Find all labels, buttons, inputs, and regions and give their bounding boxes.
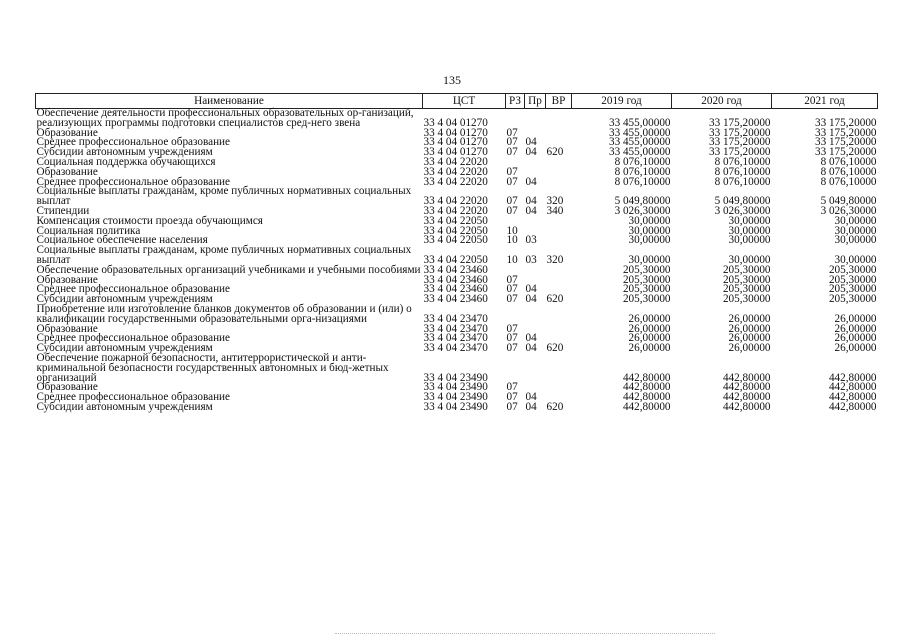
cell-2020: 8 076,10000 [714,165,771,178]
cell-2021: 33 175,20000 [814,116,877,129]
cell-2019: 8 076,10000 [614,175,671,188]
cell-name: Социальная политика [36,224,141,237]
cell-pr [525,266,546,276]
cell-rz: 07 [506,381,518,394]
cell-rz: 07 [506,195,518,208]
cell-cst: 33 4 04 01270 [423,146,488,159]
cell-cst: 33 4 04 23460 [423,293,488,306]
cell-name: Социальные выплаты гражданам, кроме публичных нормативных социальных выплат [36,185,412,208]
cell-name: Образование [36,165,98,178]
cell-2021: 5 049,80000 [820,195,877,208]
cell-2021: 442,80000 [828,391,877,404]
cell-name: Образование [36,322,98,335]
cell-2019: 442,80000 [622,391,671,404]
cell-2021: 30,00000 [834,253,877,266]
cell-rz: 07 [506,400,518,413]
cell-2019: 33 455,00000 [608,146,671,159]
cell-2021: 442,80000 [828,381,877,394]
cell-name: Обеспечение образовательных организаций учебниками и учебными пособиями [36,263,421,276]
cell-2019: 205,30000 [622,293,671,306]
table-row [36,305,878,325]
cell-2020: 30,00000 [728,224,771,237]
cell-2020: 30,00000 [728,234,771,247]
cell-2021: 205,30000 [828,263,877,276]
cell-vr [546,266,572,276]
cell-2021: 205,30000 [828,293,877,306]
cell-rz: 07 [506,126,518,139]
cell-name: Субсидии автономным учреждениям [36,146,213,159]
cell-cst: 33 4 04 01270 [423,136,488,149]
cell-pr [525,354,546,383]
cell-cst: 33 4 04 22050 [423,253,488,266]
cell-2021: 30,00000 [834,234,877,247]
cell-2021: 26,00000 [834,322,877,335]
cell-pr [525,158,546,168]
cell-name: Социальная поддержка обучающихся [36,155,216,168]
cell-2021: 33 175,20000 [814,126,877,139]
cell-name: Субсидии автономным учреждениям [36,342,213,355]
cell-rz: 10 [506,253,518,266]
cell-2020: 26,00000 [728,332,771,345]
header-pr: Пр [525,94,546,109]
cell-2020: 205,30000 [722,273,771,286]
cell-name: Образование [36,126,98,139]
cell-pr: 04 [525,400,537,413]
cell-2020: 26,00000 [728,342,771,355]
cell-vr [546,178,572,188]
cell-cst: 33 4 04 23470 [423,322,488,335]
cell-cst: 33 4 04 23470 [423,342,488,355]
cell-name: Стипендии [36,204,90,217]
cell-name: Социальное обеспечение населения [36,234,208,247]
cell-pr: 04 [525,342,537,355]
cell-2021: 205,30000 [828,273,877,286]
cell-rz: 07 [506,322,518,335]
cell-2019: 205,30000 [622,283,671,296]
cell-2020: 205,30000 [722,293,771,306]
cell-name: Социальные выплаты гражданам, кроме публичных нормативных социальных выплат [36,244,412,266]
cell-2019: 30,00000 [628,224,671,237]
cell-2021: 26,00000 [834,342,877,355]
cell-pr: 03 [525,234,537,247]
cell-vr [546,217,572,227]
cell-2019: 26,00000 [628,322,671,335]
cell-2021: 442,80000 [828,371,877,384]
cell-vr: 320 [546,253,564,266]
cell-2019: 442,80000 [622,371,671,384]
header-2020: 2020 год [672,94,772,109]
cell-2021: 8 076,10000 [820,175,877,188]
cell-pr: 04 [525,204,537,217]
cell-cst: 33 4 04 01270 [423,116,488,129]
cell-pr: 04 [525,332,537,345]
cell-cst: 33 4 04 22050 [423,234,488,247]
cell-rz: 07 [506,342,518,355]
header-2019: 2019 год [572,94,672,109]
cell-2021: 205,30000 [828,283,877,296]
cell-2019: 33 455,00000 [608,126,671,139]
cell-2020: 26,00000 [728,312,771,325]
cell-cst: 33 4 04 22050 [423,214,488,227]
cell-pr: 04 [525,136,537,149]
cell-2019: 30,00000 [628,234,671,247]
cell-cst: 33 4 04 23470 [423,312,488,325]
cell-pr: 04 [525,146,537,159]
budget-table [35,93,878,413]
cell-vr [546,158,572,168]
cell-2021: 33 175,20000 [814,146,877,159]
cell-2021: 30,00000 [834,224,877,237]
cell-rz: 10 [506,234,518,247]
cell-vr: 320 [546,195,564,208]
cell-vr [546,276,572,286]
cell-vr: 340 [546,204,564,217]
cell-cst: 33 4 04 22020 [423,195,488,208]
cell-name: Обеспечение пожарной безопасности, антитеррористической и анти-криминальной безопасности государственных автономных и бюд-жетных организаций [36,351,389,384]
cell-2021: 26,00000 [834,312,877,325]
cell-cst: 33 4 04 22020 [423,175,488,188]
cell-pr [525,305,546,325]
scan-artifact-line [335,633,715,636]
cell-name: Среднее профессиональное образование [36,332,231,345]
table-row [36,403,878,413]
cell-cst: 33 4 04 23490 [423,400,488,413]
cell-pr: 04 [525,175,537,188]
table-row [36,246,878,266]
cell-cst: 33 4 04 23470 [423,332,488,345]
cell-rz: 07 [506,273,518,286]
cell-vr: 620 [546,293,564,306]
cell-pr: 04 [525,391,537,404]
header-cst: ЦСТ [423,94,506,109]
cell-2020: 205,30000 [722,263,771,276]
cell-2020: 26,00000 [728,322,771,335]
cell-2021: 26,00000 [834,332,877,345]
cell-name: Среднее профессиональное образование [36,136,231,149]
cell-cst: 33 4 04 22020 [423,165,488,178]
cell-name: Субсидии автономным учреждениям [36,400,213,413]
header-name: Наименование [36,94,423,109]
cell-2021: 3 026,30000 [820,204,877,217]
cell-rz [506,109,525,129]
cell-2020: 8 076,10000 [714,175,771,188]
cell-vr: 620 [546,342,564,355]
cell-vr [546,227,572,237]
cell-2019: 33 455,00000 [608,136,671,149]
cell-rz: 07 [506,146,518,159]
cell-rz: 07 [506,283,518,296]
cell-cst: 33 4 04 22020 [423,204,488,217]
cell-vr [546,305,572,325]
cell-vr [546,236,572,246]
cell-vr [546,129,572,139]
cell-2019: 30,00000 [628,253,671,266]
cell-rz: 07 [506,391,518,404]
cell-rz: 07 [506,165,518,178]
cell-rz [506,305,525,325]
cell-2019: 442,80000 [622,400,671,413]
cell-2019: 442,80000 [622,381,671,394]
cell-cst: 33 4 04 23490 [423,371,488,384]
cell-2019: 5 049,80000 [614,195,671,208]
cell-vr: 620 [546,146,564,159]
cell-2020: 442,80000 [722,391,771,404]
cell-2020: 205,30000 [722,283,771,296]
cell-2020: 442,80000 [722,371,771,384]
cell-2019: 30,00000 [628,214,671,227]
cell-pr: 03 [525,253,537,266]
cell-cst: 33 4 04 23460 [423,263,488,276]
cell-cst: 33 4 04 23460 [423,273,488,286]
cell-vr [546,383,572,393]
cell-pr: 04 [525,293,537,306]
cell-pr: 04 [525,195,537,208]
cell-name: Среднее профессиональное образование [36,283,231,296]
cell-name: Субсидии автономным учреждениям [36,293,213,306]
cell-2021: 30,00000 [834,214,877,227]
cell-2019: 3 026,30000 [614,204,671,217]
cell-2020: 8 076,10000 [714,155,771,168]
cell-2021: 8 076,10000 [820,165,877,178]
cell-2021: 8 076,10000 [820,155,877,168]
cell-2019: 26,00000 [628,332,671,345]
cell-name: Образование [36,273,98,286]
cell-vr [546,325,572,335]
cell-rz: 07 [506,204,518,217]
cell-rz: 07 [506,136,518,149]
cell-cst: 33 4 04 23460 [423,283,488,296]
cell-2020: 442,80000 [722,381,771,394]
cell-name: Образование [36,381,98,394]
table-row [36,354,878,383]
cell-rz: 07 [506,175,518,188]
page-number: 135 [443,73,461,87]
cell-pr: 04 [525,283,537,296]
cell-2019: 205,30000 [622,273,671,286]
cell-2020: 30,00000 [728,214,771,227]
cell-2020: 30,00000 [728,253,771,266]
cell-pr [525,217,546,227]
cell-cst: 33 4 04 22020 [423,155,488,168]
cell-cst: 33 4 04 23490 [423,381,488,394]
header-2021: 2021 год [772,94,878,109]
cell-cst: 33 4 04 23490 [423,391,488,404]
cell-2020: 3 026,30000 [714,204,771,217]
cell-name: Среднее профессиональное образование [36,391,231,404]
cell-2019: 26,00000 [628,312,671,325]
cell-name: Приобретение или изготовление бланков документов об образовании и (или) о квалификации государственными образовательными орга-низациями [36,302,412,325]
cell-2020: 442,80000 [722,400,771,413]
cell-2019: 8 076,10000 [614,155,671,168]
cell-2021: 33 175,20000 [814,136,877,149]
cell-2019: 33 455,00000 [608,116,671,129]
cell-2019: 205,30000 [622,263,671,276]
cell-vr [546,109,572,129]
header-rz: РЗ [506,94,525,109]
cell-2019: 8 076,10000 [614,165,671,178]
cell-rz: 10 [506,224,518,237]
cell-2019: 26,00000 [628,342,671,355]
cell-2020: 33 175,20000 [708,116,771,129]
cell-rz: 07 [506,293,518,306]
cell-vr: 620 [546,400,564,413]
cell-vr [546,354,572,383]
cell-pr [525,109,546,129]
cell-2020: 33 175,20000 [708,126,771,139]
cell-2021: 442,80000 [828,400,877,413]
cell-name: Компенсация стоимости проезда обучающимся [36,214,263,227]
cell-vr [546,168,572,178]
cell-2020: 33 175,20000 [708,146,771,159]
cell-2020: 33 175,20000 [708,136,771,149]
table-row [36,109,878,129]
cell-name: Обеспечение деятельности профессиональных образовательных ор-ганизаций, реализующих программы подготовки специалистов сред-него звена [36,107,414,129]
cell-cst: 33 4 04 22050 [423,224,488,237]
cell-2020: 5 049,80000 [714,195,771,208]
header-vr: ВР [546,94,572,109]
cell-name: Среднее профессиональное образование [36,175,231,188]
cell-rz [506,354,525,383]
cell-cst: 33 4 04 01270 [423,126,488,139]
cell-rz: 07 [506,332,518,345]
